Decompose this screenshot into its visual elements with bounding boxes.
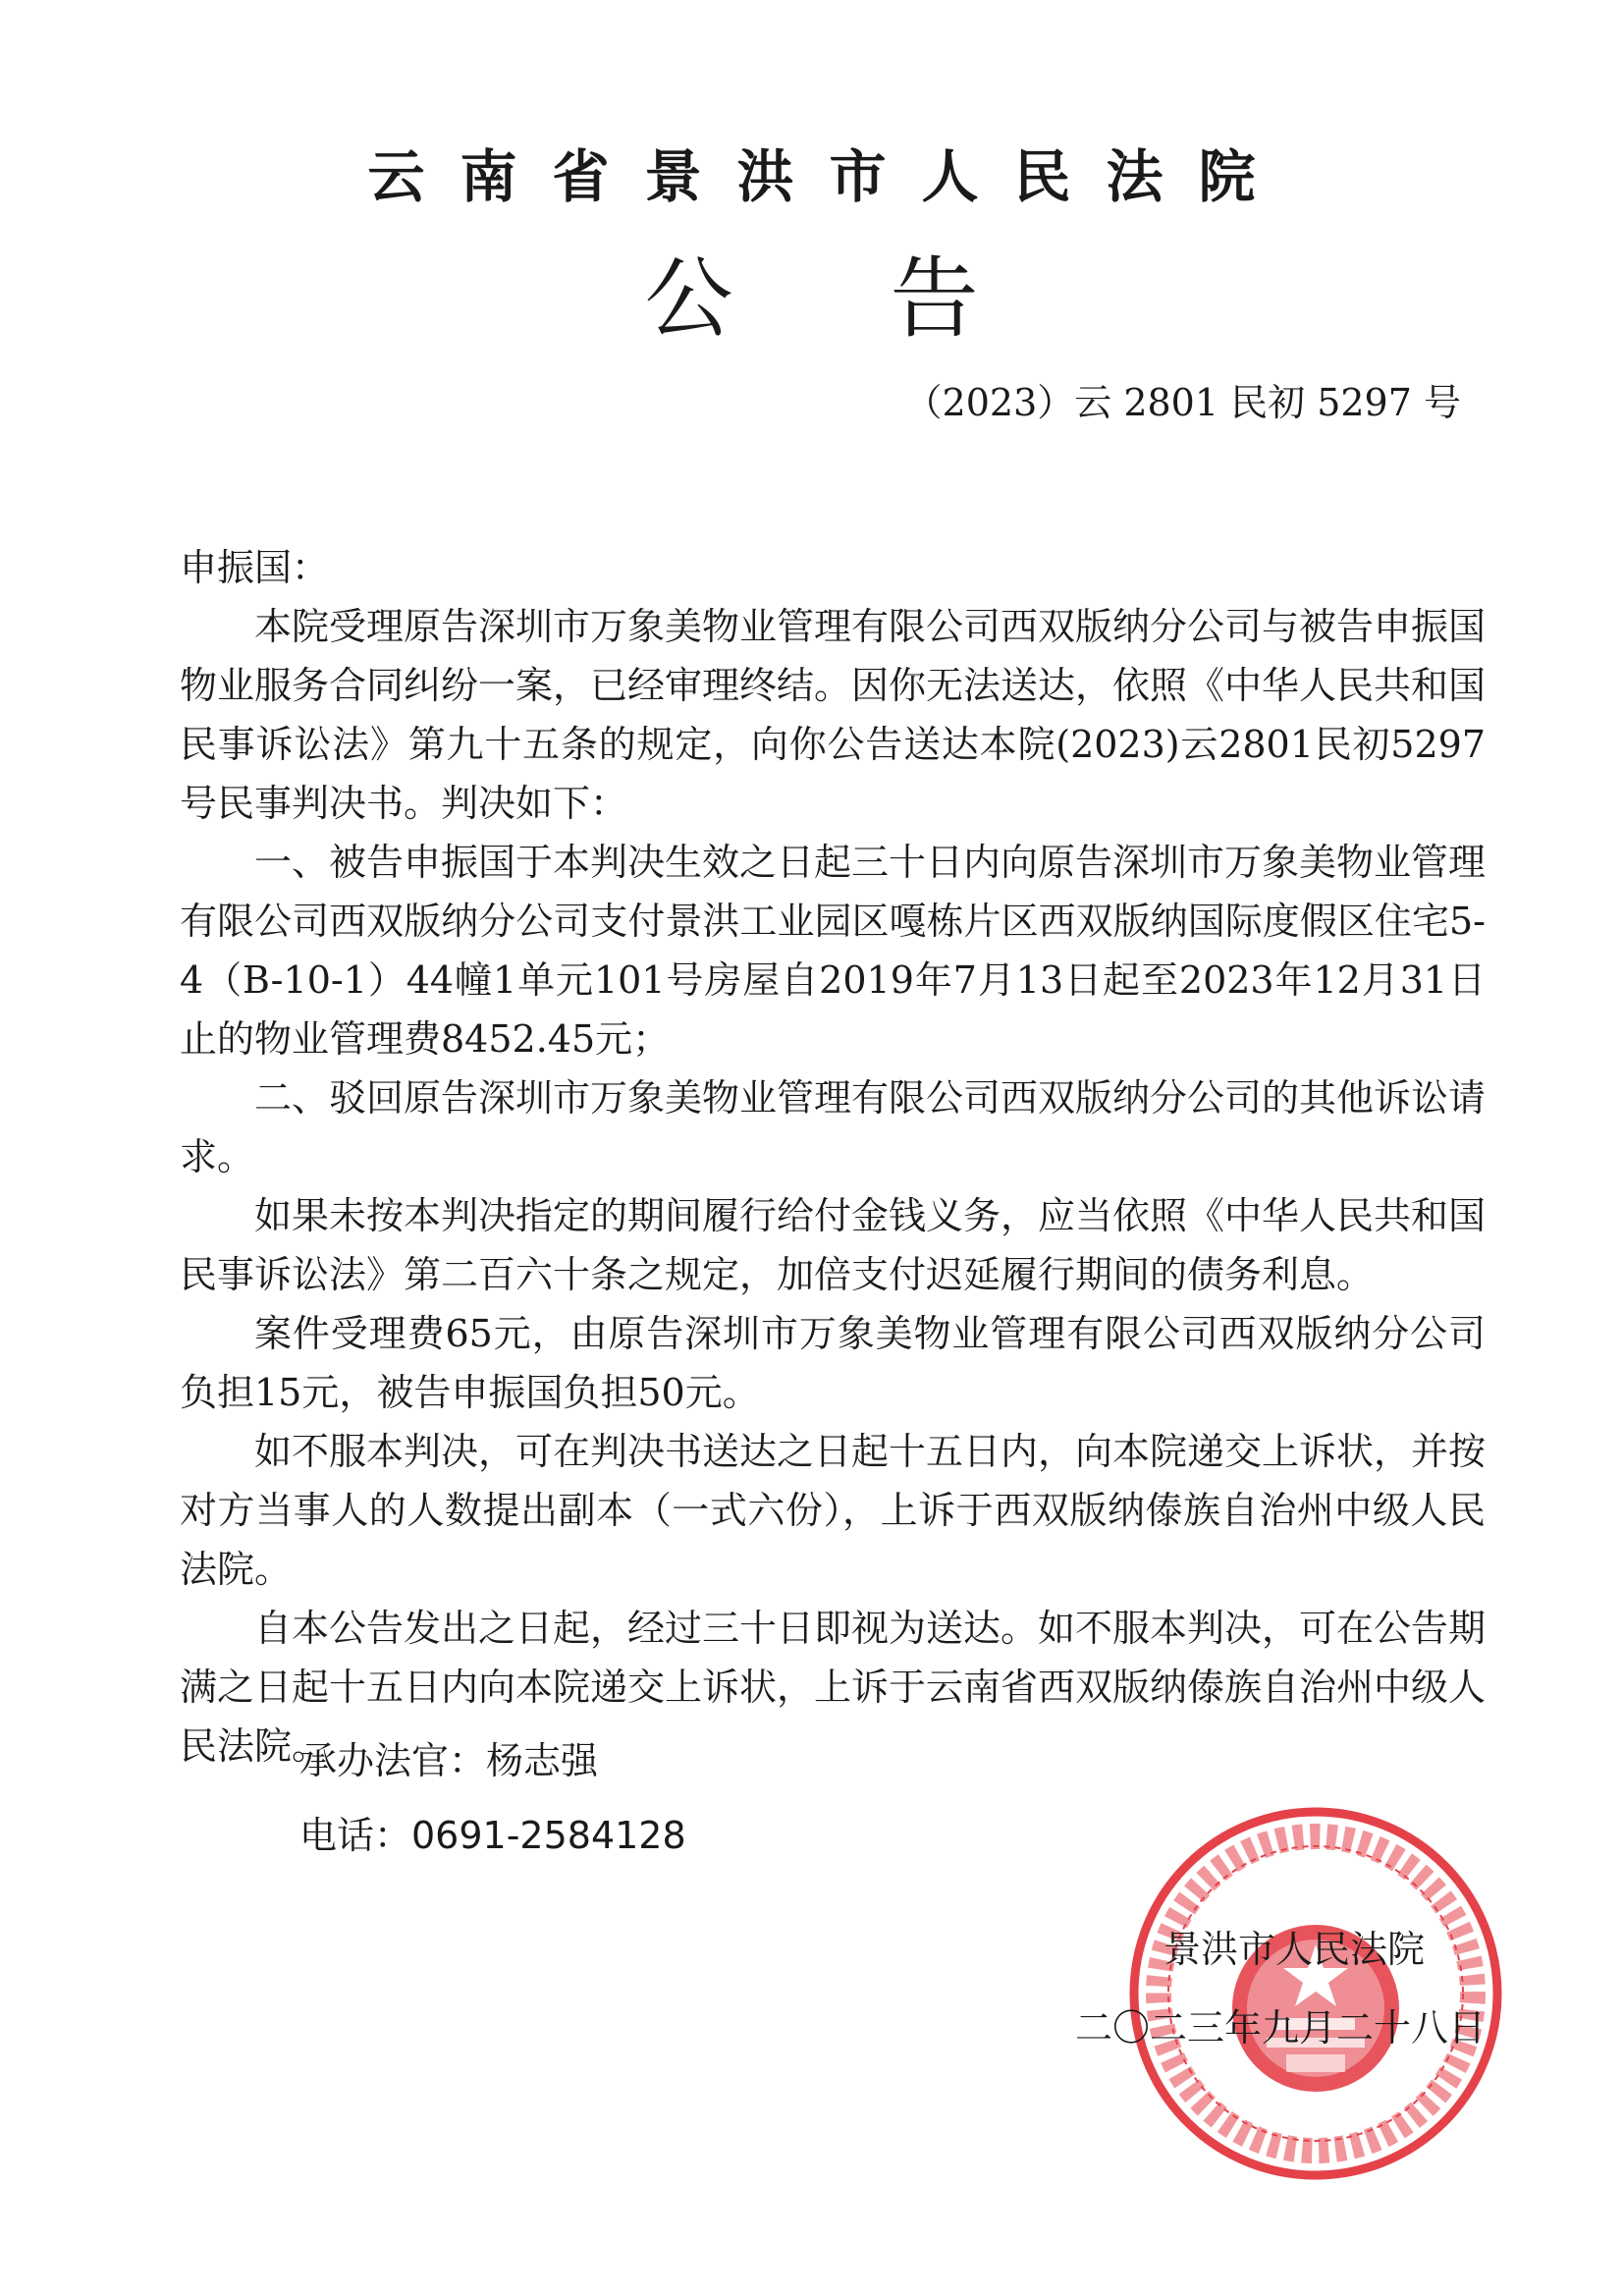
case-number: （2023）云 2801 民初 5297 号 xyxy=(904,381,1461,424)
paragraph-interest: 如果未按本判决指定的期间履行给付金钱义务，应当依照《中华人民共和国民事诉讼法》第二百六十条之规定，加倍支付迟延履行期间的债务利息。 xyxy=(180,1194,1487,1296)
court-name-heading: 云南省景洪市人民法院 xyxy=(367,143,1291,210)
paragraph-appeal: 如不服本判决，可在判决书送达之日起十五日内，向本院递交上诉状，并按对方当事人的人数提出副本（一式六份），上诉于西双版纳傣族自治州中级人民法院。 xyxy=(180,1430,1487,1591)
paragraph-judgment-1: 一、被告申振国于本判决生效之日起三十日内向原告深圳市万象美物业管理有限公司西双版纳分公司支付景洪工业园区嘎栋片区西双版纳国际度假区住宅5-4（B-10-1）44幢1单元101号房屋自2019年7月13日起至2023年12月31日止的物业管理费8452.45元； xyxy=(180,841,1487,1061)
paragraph-intro: 本院受理原告深圳市万象美物业管理有限公司西双版纳分公司与被告申振国物业服务合同纠纷一案，已经审理终结。因你无法送达，依照《中华人民共和国民事诉讼法》第九十五条的规定，向你公告送达本院(2023)云2801民初5297号民事判决书。判决如下： xyxy=(180,605,1487,825)
signing-date: 二〇二三年九月二十八日 xyxy=(1075,2006,1487,2050)
contact-block xyxy=(299,1723,686,1873)
court-seal-icon xyxy=(1119,1797,1512,2190)
judge-name: 承办法官：杨志强 xyxy=(299,1739,599,1782)
document-type-heading: 公告 xyxy=(644,247,1136,351)
signing-court: 景洪市人民法院 xyxy=(1163,1928,1426,1971)
addressee: 申振国： xyxy=(180,546,330,589)
paragraph-judgment-2: 二、驳回原告深圳市万象美物业管理有限公司西双版纳分公司的其他诉讼请求。 xyxy=(180,1076,1487,1178)
paragraph-fees: 案件受理费65元，由原告深圳市万象美物业管理有限公司西双版纳分公司负担15元，被告申振国负担50元。 xyxy=(180,1312,1486,1414)
phone-number: 电话：0691-2584128 xyxy=(299,1814,686,1857)
notice-body xyxy=(180,538,1486,1776)
paragraph-service: 自本公告发出之日起，经过三十日即视为送达。如不服本判决，可在公告期满之日起十五日内向本院递交上诉状，上诉于云南省西双版纳傣族自治州中级人民法院。 xyxy=(180,1607,1487,1768)
